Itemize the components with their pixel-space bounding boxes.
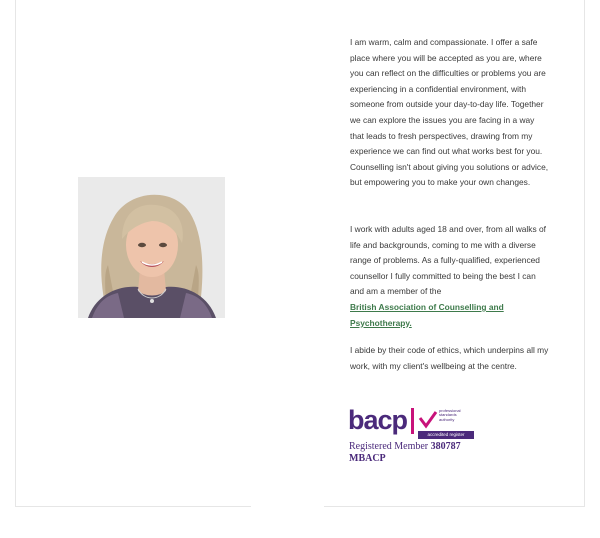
intro-paragraph: I am warm, calm and compassionate. I offer a safe place where you will be accepted as you are, where you can reflect on the difficulties or problems you are experiencing in a confidential environment, with someone from outside your day-to-day life. Together we can explore the issues you are facing in a way that leads to fresh perspectives, drawing from my experience we can find out what works best for you. Counselling isn't about giving you solutions or advice, but empowering you to make your own changes. <box>350 37 549 188</box>
bacp-logo <box>348 405 488 469</box>
registered-label: Registered Member <box>349 441 429 452</box>
psa-text: professional standards authority <box>439 408 461 422</box>
ethics-paragraph: I abide by their code of ethics, which underpins all my work, with my client's wellbeing at the centre. <box>350 345 549 371</box>
psa-badge <box>418 409 474 439</box>
bacp-divider <box>411 408 414 434</box>
counsellor-portrait <box>78 177 225 318</box>
work-paragraph <box>350 222 550 331</box>
psa-check-icon <box>418 410 438 430</box>
psa-accredited-bar: accredited register <box>418 431 474 439</box>
bacp-wordmark: bacp <box>348 405 408 435</box>
registered-member-line <box>349 441 461 453</box>
membership-level: MBACP <box>349 453 386 464</box>
work-paragraph-text: I work with adults aged 18 and over, from all walks of life and backgrounds, coming to me with a diverse range of problems. As a fully-qualified, experienced counsellor I fully committed to being the best I can and am a member of the <box>350 223 546 297</box>
bacp-link[interactable]: British Association of Counselling and Psychotherapy. <box>350 301 504 328</box>
member-number: 380787 <box>430 441 461 452</box>
bio-text-column <box>350 35 550 374</box>
